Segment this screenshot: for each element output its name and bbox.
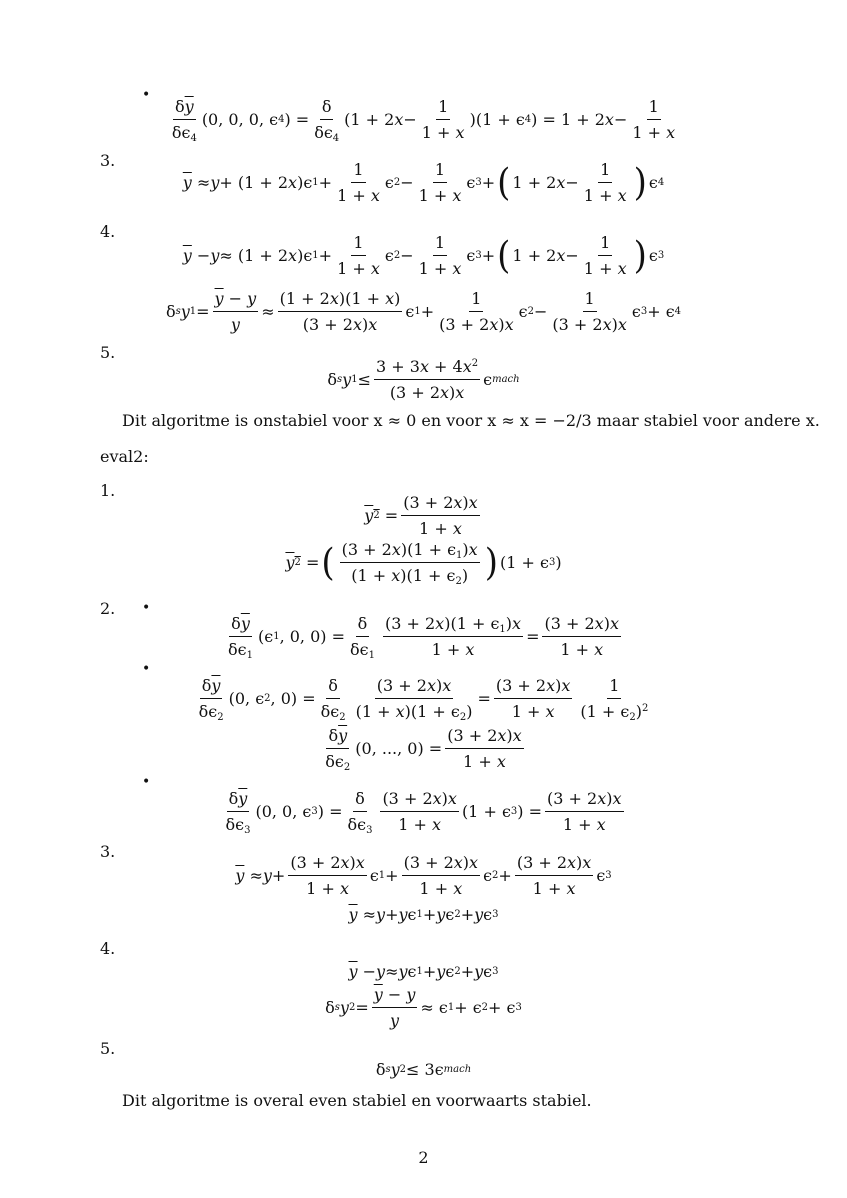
equation-partial-eps4: $\frac{\delta\overline{y}}{\delta\epsilon_4}$ (0, 0, 0, ϵ 4 ) = $\frac{\delta}{\delta\epsilon_4}$ (1 + 2 x − $\frac{1}{1 + x}$ )(1 + ϵ 4 ) = 1 + 2 x − $\frac{1}{1 + x}$ [171, 97, 676, 144]
equation-y2: $\overline{y}$ 2 = $\frac{(3 + 2x)x}{1 + x}$ [364, 493, 478, 538]
item-number-5: 5. [100, 343, 116, 362]
equation-bound-y2: δ s y 2 ≤ 3ϵ mach [375, 1060, 472, 1079]
equation-partial-eps2-at-zero: $\frac{\delta\overline{y}}{\delta\epsilon_2}$ (0, ..., 0) = $\frac{(3 + 2x)x}{1 + x}$ [325, 726, 522, 773]
equation-partial-eps2: $\frac{\delta\overline{y}}{\delta\epsilon_2}$ (0, ϵ 2 , 0) = $\frac{\delta}{\delta\epsilon_2}$ $\frac{(3 + 2x)x}{(1 + x)(1 + \epsilon_2)}$ = $\frac{(3 + 2x)x}{1 + x}$ $\frac{1}{(1 + \epsilon_2)^2}$ [198, 676, 649, 723]
equation-relative-error-y2: δ s y 2 = $\frac{\overline{y} - y}{y}$ ≈ ϵ 1 + ϵ 2 + ϵ 3 [325, 985, 522, 1030]
item-number-3: 3. [100, 842, 116, 861]
paragraph-stable: Dit algoritme is overal even stabiel en voorwaarts stabiel. [122, 1091, 592, 1110]
item-number-1: 1. [100, 481, 116, 500]
equation-partial-eps1: $\frac{\delta\overline{y}}{\delta\epsilon_1}$ (ϵ 1 , 0, 0) = $\frac{\delta}{\delta\epsilon_1}$ $\frac{(3 + 2x)(1 + \epsilon_1)x}{1 + x}$ = $\frac{(3 + 2x)x}{1 + x}$ [228, 614, 619, 661]
item-number-2: 2. [100, 599, 116, 618]
bullet-marker: • [142, 600, 151, 616]
bullet-marker: • [142, 774, 151, 790]
equation-approx-y: $\overline{y}$ ≈ y + (1 + 2 x )ϵ 1 + $\frac{1}{1 + x}$ ϵ 2 − $\frac{1}{1 + x}$ ϵ 3 + ( 1 + 2 x − $\frac{1}{1 + x}$ ) ϵ 4 [182, 160, 665, 205]
bullet-marker: • [142, 87, 151, 103]
item-number-4: 4. [100, 939, 116, 958]
paragraph-unstable: Dit algoritme is onstabiel voor x ≈ 0 en voor x ≈ x = −2/3 maar stabiel voor andere x. [122, 411, 820, 430]
equation-bound-y1: δ s y 1 ≤ $\frac{3 + 3x + 4x^2}{(3 + 2x)x}$ ϵ mach [327, 357, 520, 402]
equation-ybar-minus-y: $\overline{y}$ − y ≈ (1 + 2 x )ϵ 1 + $\frac{1}{1 + x}$ ϵ 2 − $\frac{1}{1 + x}$ ϵ 3 + ( 1 + 2 x − $\frac{1}{1 + x}$ ) ϵ 3 [182, 233, 665, 278]
item-number-5: 5. [100, 1039, 116, 1058]
equation-y2-rounded: $\overline{y}$ 2 = ( $\frac{(3 + 2x)(1 + \epsilon_1)x}{(1 + x)(1 + \epsilon_2)}$ ) (1 + ϵ 3 ) [285, 540, 562, 587]
bullet-marker: • [142, 661, 151, 677]
equation-approx-y-simplified: $\overline{y}$ ≈ y + y ϵ 1 + y ϵ 2 + y ϵ 3 [348, 905, 499, 924]
item-number-4: 4. [100, 222, 116, 241]
equation-partial-eps3: $\frac{\delta\overline{y}}{\delta\epsilon_3}$ (0, 0, ϵ 3 ) = $\frac{\delta}{\delta\epsilon_3}$ $\frac{(3 + 2x)x}{1 + x}$ (1 + ϵ 3 ) = $\frac{(3 + 2x)x}{1 + x}$ [225, 789, 622, 836]
page-number: 2 [418, 1148, 429, 1167]
section-label-eval2: eval2: [100, 447, 149, 466]
item-number-3: 3. [100, 151, 116, 170]
equation-relative-error-y1: δ s y 1 = $\frac{\overline{y} - y}{y}$ ≈ $\frac{(1 + 2x)(1 + x)}{(3 + 2x)x}$ ϵ 1 + $\frac{1}{(3 + 2x)x}$ ϵ 2 − $\frac{1}{(3 + 2x)x}$ ϵ 3 + ϵ 4 [165, 289, 682, 334]
equation-ybar-minus-y-eval2: $\overline{y}$ − y ≈ y ϵ 1 + y ϵ 2 + y ϵ 3 [348, 962, 499, 981]
equation-approx-y-eval2: $\overline{y}$ ≈ y + $\frac{(3 + 2x)x}{1 + x}$ ϵ 1 + $\frac{(3 + 2x)x}{1 + x}$ ϵ 2 + $\frac{(3 + 2x)x}{1 + x}$ ϵ 3 [235, 853, 612, 898]
